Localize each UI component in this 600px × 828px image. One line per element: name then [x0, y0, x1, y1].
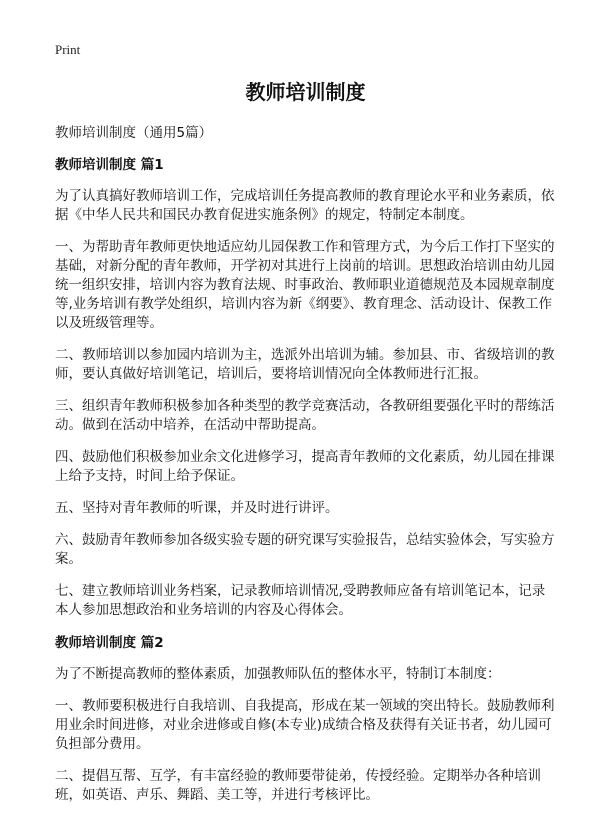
section-1-paragraph-3: 二、教师培训以参加园内培训为主，选派外出培训为辅。参加县、市、省级培训的教师，要认真做好培训笔记，培训后，要将培训情况向全体教师进行汇报。 [55, 347, 555, 382]
section-1-paragraph-8: 七、建立教师培训业务档案，记录教师培训情况,受聘教师应备有培训笔记本，记录本人参加思想政治和业务培训的内容及心得体会。 [55, 583, 546, 618]
section-2-paragraph-1: 为了不断提高教师的整体素质，加强教师队伍的整体水平，特制订本制度： [55, 666, 501, 682]
section-1-paragraph-2: 一、为帮助青年教师更快地适应幼儿园保教工作和管理方式，为今后工作打下坚实的基础，对新分配的青年教师，开学初对其进行上岗前的培训。思想政治培训由幼儿园统一组织安排，培训内容为教育法规、时事政治、教师职业道德规范及本园规章制度等,业务培训有教学处组织，培训内容为新《纲要》、教育理念、活动设计、保教工作以及班级管理等。 [55, 239, 555, 331]
section-2-paragraph-3: 二、提倡互帮、互学，有丰富经验的教师要带徒弟，传授经验。定期举办各种培训班，如英语、声乐、舞蹈、美工等，并进行考核评比。 [55, 768, 541, 803]
section-1-paragraph-1: 为了认真搞好教师培训工作，完成培训任务提高教师的教育理论水平和业务素质，依据《中华人民共和国民办教育促进实施条例》的规定，特制定本制度。 [55, 188, 555, 223]
section-1-paragraph-6: 五、坚持对青年教师的听课，并及时进行讲评。 [55, 500, 339, 516]
document-subtitle: 教师培训制度（通用5篇） [55, 125, 213, 141]
print-link[interactable]: Print [55, 42, 81, 57]
section-1-paragraph-5: 四、鼓励他们积极参加业余文化进修学习，提高青年教师的文化素质，幼儿园在排课上给予支持，时间上给予保证。 [55, 449, 555, 484]
section-2-paragraph-2: 一、教师要积极进行自我培训、自我提高，形成在某一领域的突出特长。鼓励教师利用业余时间进修，对业余进修或自修(本专业)成绩合格及获得有关证书者，幼儿园可负担部分费用。 [55, 698, 555, 752]
section-1-heading: 教师培训制度 篇1 [55, 157, 164, 173]
section-1-paragraph-4: 三、组织青年教师积极参加各种类型的教学竞赛活动，各教研组要强化平时的帮练活动。做到在活动中培养，在活动中帮助提高。 [55, 398, 555, 433]
section-2-heading: 教师培训制度 篇2 [55, 635, 164, 651]
section-1-paragraph-7: 六、鼓励青年教师参加各级实验专题的研究课写实验报告，总结实验体会，写实验方案。 [55, 532, 555, 567]
page-title: 教师培训制度 [245, 80, 366, 104]
